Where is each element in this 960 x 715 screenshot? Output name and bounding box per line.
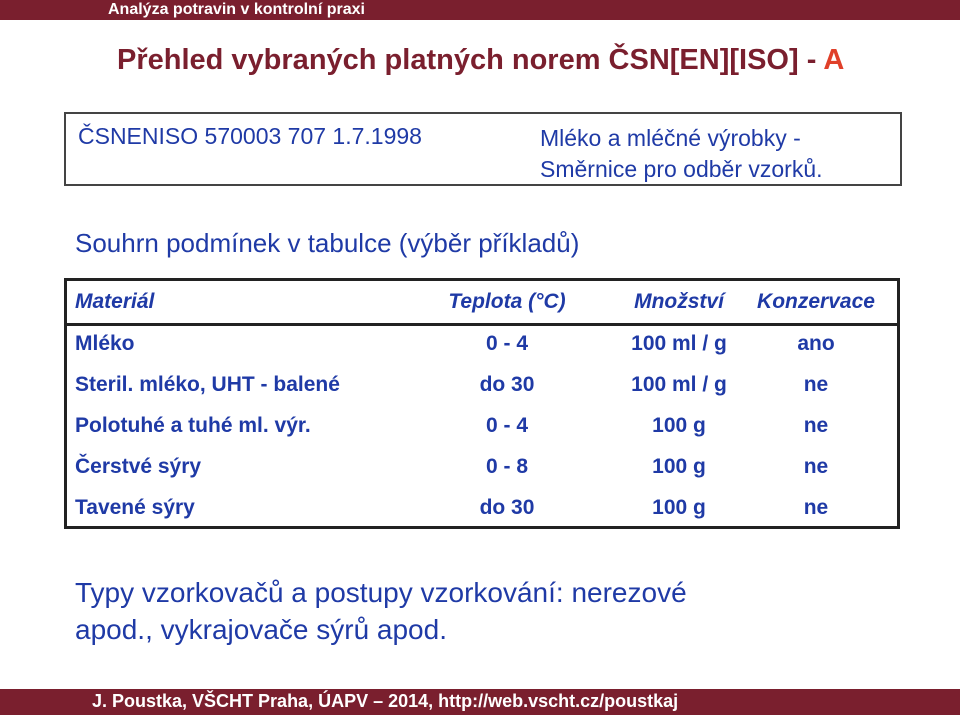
standard-desc-line2: Směrnice pro odběr vzorků. [540, 156, 823, 182]
table-row [67, 487, 897, 528]
slide-title-accent: A [823, 44, 845, 76]
header-temperature: Teplota (°C) [448, 290, 566, 313]
note-line2: apod., vykrajovače sýrů apod. [75, 614, 447, 645]
footer-bar [0, 689, 960, 715]
standard-description [540, 123, 823, 185]
header-text: Analýza potravin v kontrolní praxi [108, 1, 365, 18]
cell-preservation: ano [797, 332, 835, 355]
top-bar [0, 0, 960, 20]
cell-quantity: 100 g [652, 414, 706, 437]
cell-preservation: ne [803, 455, 829, 478]
cell-temperature: do 30 [479, 373, 535, 396]
cell-material: Polotuhé a tuhé ml. výr. [75, 414, 311, 437]
cell-quantity: 100 ml / g [631, 373, 727, 396]
header-preservation: Konzervace [757, 290, 875, 313]
cell-material: Steril. mléko, UHT - balené [75, 373, 340, 396]
slide-title [117, 44, 844, 77]
table-row [67, 364, 897, 405]
table-row [67, 405, 897, 446]
cell-quantity: 100 ml / g [631, 332, 727, 355]
cell-preservation: ne [803, 496, 829, 519]
cell-temperature: do 30 [479, 496, 535, 519]
sampler-note [75, 574, 687, 648]
cell-material: Mléko [75, 332, 135, 355]
cell-temperature: 0 - 4 [485, 332, 529, 355]
cell-preservation: ne [803, 414, 829, 437]
cell-quantity: 100 g [652, 455, 706, 478]
conditions-table [64, 278, 900, 529]
table-row [67, 323, 897, 364]
standard-box [64, 112, 902, 186]
cell-material: Tavené sýry [75, 496, 195, 519]
cell-preservation: ne [803, 373, 829, 396]
standard-desc-line1: Mléko a mléčné výrobky - [540, 125, 801, 151]
header-material: Materiál [75, 290, 155, 313]
slide-title-main: Přehled vybraných platných norem ČSN[EN][ISO] - [117, 44, 824, 76]
table-row [67, 446, 897, 487]
standard-code: ČSNENISO 570003 707 1.7.1998 [78, 123, 422, 149]
cell-material: Čerstvé sýry [75, 455, 202, 478]
note-line1: Typy vzorkovačů a postupy vzorkování: nerezové [75, 577, 687, 608]
footer-text: J. Poustka, VŠCHT Praha, ÚAPV – 2014, http://web.vscht.cz/poustkaj [92, 691, 679, 711]
cell-temperature: 0 - 4 [485, 414, 529, 437]
header-quantity: Množství [634, 290, 724, 313]
table-header-row [67, 281, 897, 326]
cell-quantity: 100 g [652, 496, 706, 519]
summary-heading: Souhrn podmínek v tabulce (výběr příkladů) [75, 228, 580, 258]
cell-temperature: 0 - 8 [485, 455, 529, 478]
